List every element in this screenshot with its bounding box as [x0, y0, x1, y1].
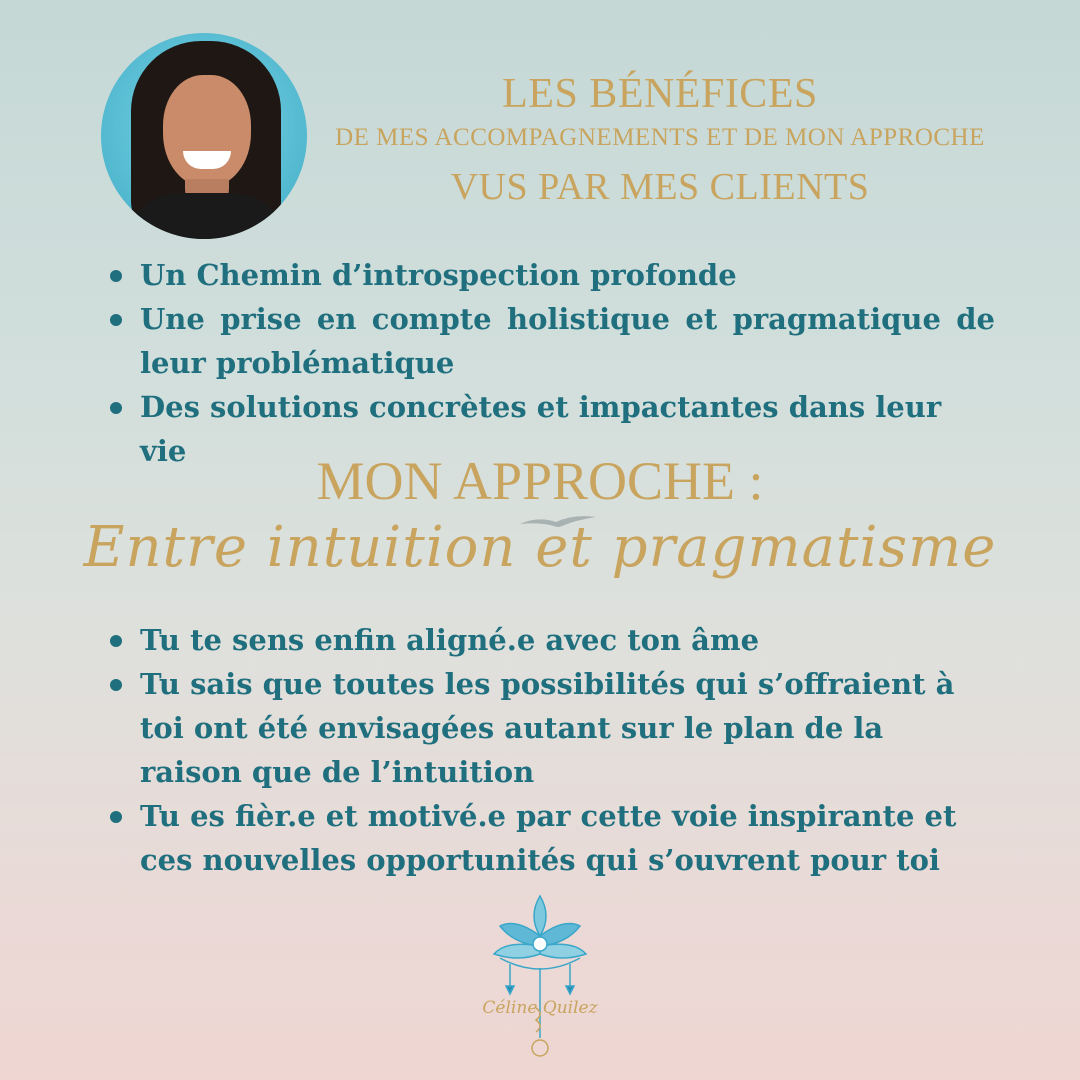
bullet-icon	[110, 402, 122, 414]
approach-title: MON APPROCHE :	[316, 451, 764, 511]
list-item: Une prise en compte holistique et pragmatique de leur problématique	[110, 297, 995, 385]
list-item: Un Chemin d’introspection profonde	[110, 253, 995, 297]
bullet-icon	[110, 811, 122, 823]
bullet-icon	[110, 270, 122, 282]
heading-subtitle: DE MES ACCOMPAGNEMENTS ET DE MON APPROCHE	[335, 124, 985, 151]
bullet-icon	[110, 635, 122, 647]
list-item: Des solutions concrètes et impactantes dans leur vie	[110, 385, 995, 473]
list-item: Tu sais que toutes les possibilités qui s’offraient à toi ont été envisagées autant sur le plan de la raison que de l’intuition	[110, 662, 995, 794]
heading-benefits: LES BÉNÉFICES	[502, 71, 818, 117]
list-item: Tu es fièr.e et motivé.e par cette voie inspirante et ces nouvelles opportunités qui s’ouvrent pour toi	[110, 794, 995, 882]
benefits-list	[110, 253, 995, 473]
logo-name: Céline Quilez	[482, 998, 598, 1018]
approach-tagline: Entre intuition et pragmatisme	[83, 515, 997, 580]
profile-photo	[101, 33, 307, 239]
heading-clients: VUS PAR MES CLIENTS	[450, 166, 870, 208]
bullet-icon	[110, 314, 122, 326]
lotus-mandala-icon	[470, 888, 610, 1068]
outcomes-list	[110, 618, 995, 882]
bullet-icon	[110, 679, 122, 691]
list-item: Tu te sens enfin aligné.e avec ton âme	[110, 618, 995, 662]
